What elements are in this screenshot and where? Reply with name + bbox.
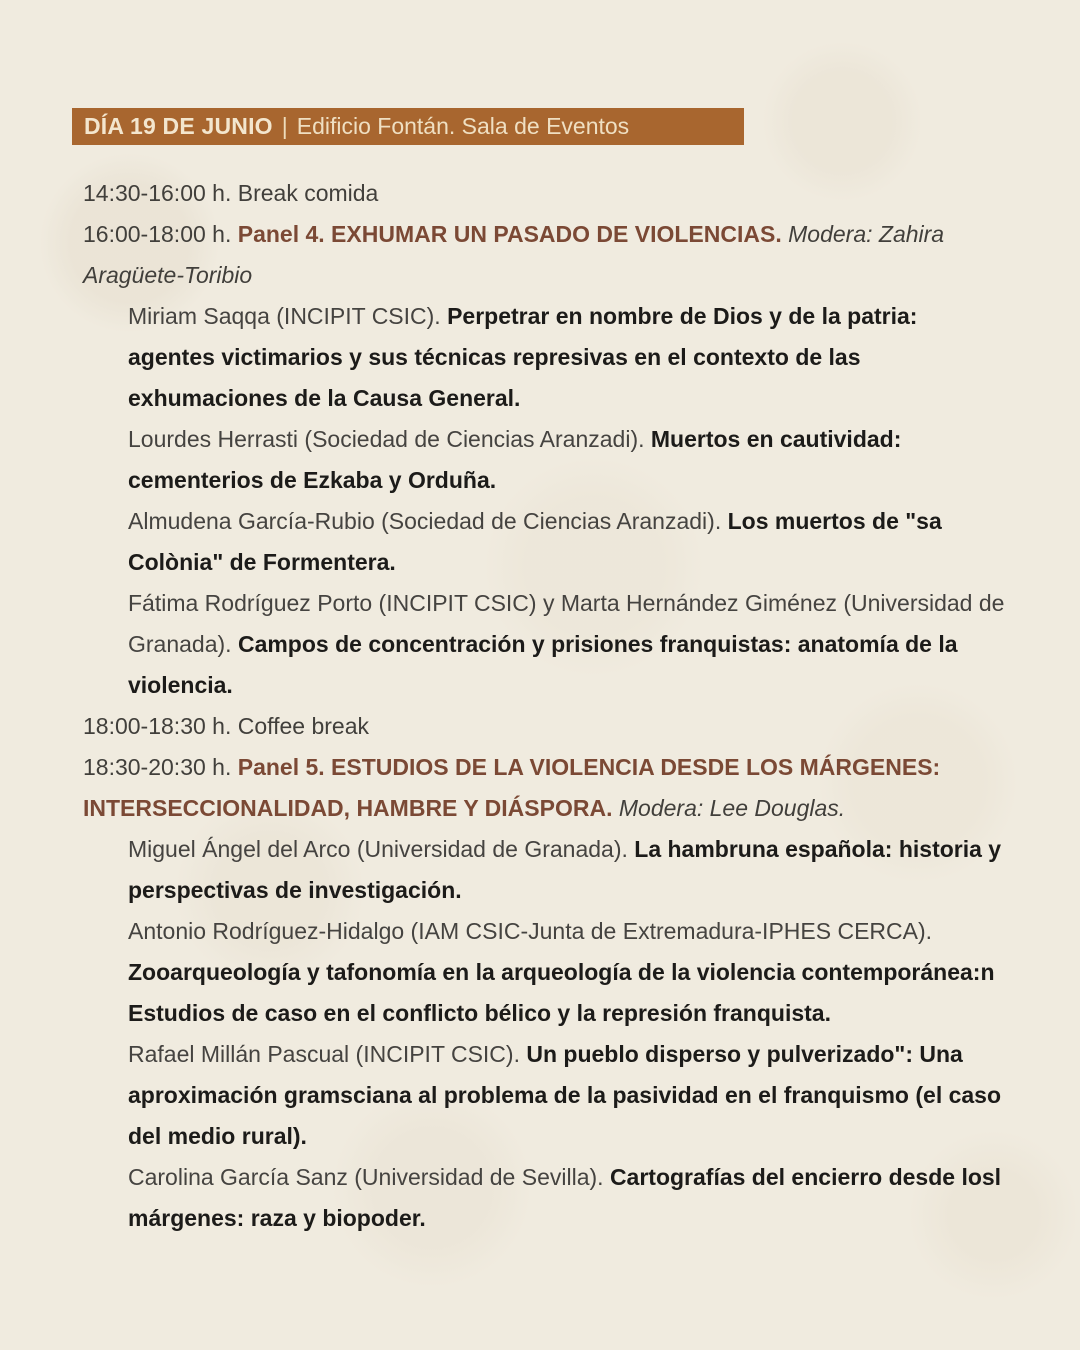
panel-4-time: 16:00-18:00 h. [83,221,232,247]
talk-title: Un pueblo disperso y pulverizado": Una aproximación gramsciana al problema de la pasividad en el franquismo (el caso del medio rural). [128,1041,1002,1149]
panel-4-heading [83,214,989,296]
panel-5-talks [128,829,1006,1239]
talk-title: Cartografías del encierro desde losl márgenes: raza y biopoder. [128,1164,1002,1231]
venue-label: Edificio Fontán. Sala de Eventos [296,113,630,139]
day-label: DÍA 19 DE JUNIO [84,113,273,139]
talk [128,296,1006,419]
talk-title: Perpetrar en nombre de Dios y de la patria: agentes victimarios y sus técnicas represivas en el contexto de las exhumaciones de la Causa General. [128,303,918,411]
break-label: Coffee break [237,713,370,739]
talk-title: Zooarqueología y tafonomía en la arqueología de la violencia contemporánea:n Estudios de caso en el conflicto bélico y la represión franquista. [128,959,995,1026]
talk-title: Campos de concentración y prisiones franquistas: anatomía de la violencia. [128,631,958,698]
break-time: 14:30-16:00 h. [83,180,232,206]
talk-title: Muertos en cautividad: cementerios de Ezkaba y Orduña. [128,426,902,493]
header-separator: | [281,113,288,139]
talk [128,1157,1006,1239]
schedule-break-coffee [83,706,989,747]
talk-title: Los muertos de "sa Colònia" de Formentera. [128,508,942,575]
talk [128,501,1006,583]
break-label: Break comida [237,180,379,206]
talk-title: La hambruna española: historia y perspectivas de investigación. [128,836,1002,903]
talk [128,829,1006,911]
panel-5-time: 18:30-20:30 h. [83,754,232,780]
talk-speaker: Almudena García-Rubio (Sociedad de Ciencias Aranzadi). [128,508,722,534]
break-time: 18:00-18:30 h. [83,713,232,739]
panel-5-title: Panel 5. ESTUDIOS DE LA VIOLENCIA DESDE LOS MÁRGENES: INTERSECCIONALIDAD, HAMBRE Y DIÁSPORA. [83,754,941,821]
schedule-break-lunch [83,173,989,214]
talk-speaker: Rafael Millán Pascual (INCIPIT CSIC). [128,1041,520,1067]
day-header-bar [72,108,744,145]
talk [128,583,1006,706]
schedule-content [83,173,1005,1239]
panel-5-heading [83,747,989,829]
panel-4-talks [128,296,1006,706]
panel-5-moderator: Modera: Lee Douglas. [618,795,846,821]
panel-4-title: Panel 4. EXHUMAR UN PASADO DE VIOLENCIAS. [237,221,782,247]
talk [128,419,1006,501]
panel-4-moderator: Modera: Zahira Aragüete-Toribio [83,221,945,288]
talk-speaker: Miriam Saqqa (INCIPIT CSIC). [128,303,441,329]
talk-speaker: Fátima Rodríguez Porto (INCIPIT CSIC) y Marta Hernández Giménez (Universidad de Granada). [128,590,1005,657]
talk-speaker: Antonio Rodríguez-Hidalgo (IAM CSIC-Junta de Extremadura-IPHES CERCA). [128,918,933,944]
talk [128,1034,1006,1157]
talk [128,911,1006,1034]
talk-speaker: Miguel Ángel del Arco (Universidad de Granada). [128,836,628,862]
talk-speaker: Carolina García Sanz (Universidad de Sevilla). [128,1164,604,1190]
talk-speaker: Lourdes Herrasti (Sociedad de Ciencias Aranzadi). [128,426,645,452]
